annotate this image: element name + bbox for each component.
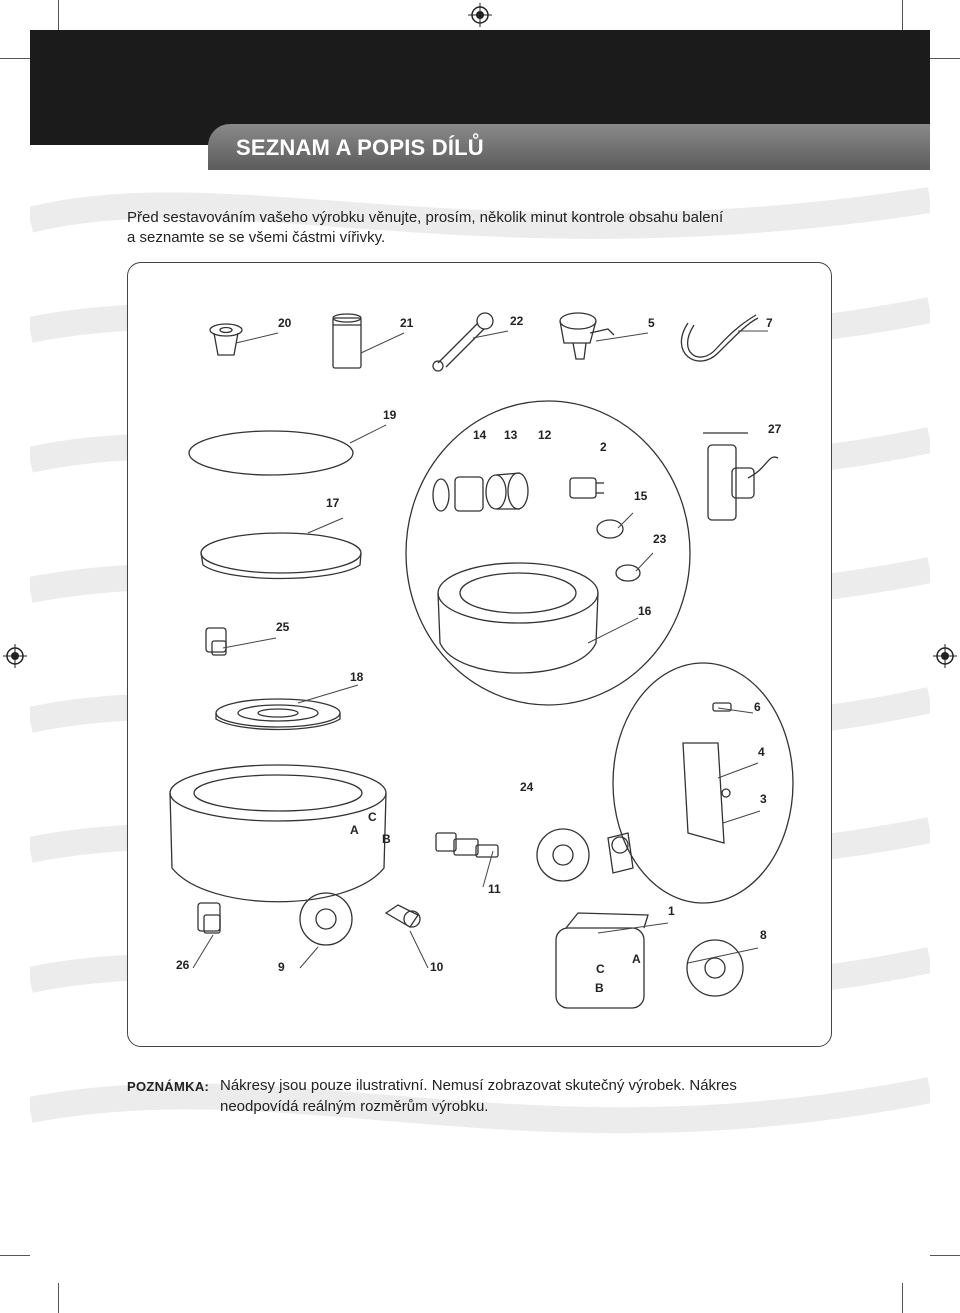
gasket-8-icon	[687, 940, 743, 996]
part-label-17: 17	[326, 496, 340, 510]
part-label-11: 11	[488, 882, 501, 896]
pump-detail-circle	[613, 663, 793, 903]
gasket-24-icon	[537, 829, 589, 881]
wrench-icon	[433, 313, 493, 371]
valve-icon	[386, 905, 420, 927]
part-label-5: 5	[648, 316, 655, 330]
drain-plug-icon	[210, 324, 242, 355]
part-label-14: 14	[473, 428, 487, 442]
part-label-12: 12	[538, 428, 552, 442]
plug-23-icon	[616, 565, 640, 581]
chemical-container-icon	[333, 314, 361, 368]
registration-mark-icon	[933, 644, 957, 668]
part-label-25: 25	[276, 620, 290, 634]
registration-mark-icon	[468, 3, 492, 27]
crop-mark	[930, 1255, 960, 1256]
parts-diagram	[127, 262, 832, 1047]
part-label-24: 24	[520, 780, 534, 794]
adapter-icon	[436, 833, 498, 857]
note-line-2: neodpovídá reálným rozměrům výrobku.	[220, 1098, 489, 1115]
crop-mark	[58, 1283, 59, 1313]
tub-cover-icon	[201, 533, 361, 579]
part-label-13: 13	[504, 428, 518, 442]
gasket-9-icon	[300, 893, 352, 945]
crop-mark	[58, 0, 59, 30]
part-label-23: 23	[653, 532, 667, 546]
crop-mark	[0, 58, 30, 59]
part-label-2: 2	[600, 440, 607, 454]
hand-pump-icon	[703, 433, 778, 520]
port-label-b-tub: B	[382, 832, 391, 846]
crop-mark	[0, 1255, 30, 1256]
part-label-1: 1	[668, 904, 675, 918]
port-label-b-pump: B	[595, 981, 604, 995]
part-label-9: 9	[278, 960, 285, 974]
filter-cartridge-icon	[433, 473, 528, 511]
registration-mark-icon	[3, 644, 27, 668]
page-title: SEZNAM A POPIS DÍLŮ	[236, 135, 484, 160]
parts-diagram-svg	[128, 263, 833, 1048]
intro-line-2: a seznamte se se všemi částmi vířivky.	[127, 229, 386, 246]
note-label: POZNÁMKA:	[127, 1079, 210, 1094]
hose-icon	[681, 315, 758, 361]
part-label-27: 27	[768, 422, 782, 436]
intro-line-1: Před sestavováním vašeho výrobku věnujte, prosím, několik minut kontrole obsahu balení	[127, 209, 724, 226]
buckle-icon	[206, 628, 226, 655]
strainer-connector-icon	[560, 313, 614, 359]
pump-handle-icon	[683, 703, 731, 843]
part-label-16: 16	[638, 604, 652, 618]
buckle-26-icon	[198, 903, 220, 933]
crop-mark	[902, 0, 903, 30]
part-label-3: 3	[760, 792, 767, 806]
crop-mark	[902, 1283, 903, 1313]
port-label-c-pump: C	[596, 962, 605, 976]
plug-15-icon	[597, 520, 623, 538]
part-label-4: 4	[758, 745, 765, 759]
port-label-a-pump: A	[632, 952, 641, 966]
intro-text	[127, 208, 807, 248]
part-label-26: 26	[176, 958, 190, 972]
part-label-19: 19	[383, 408, 397, 422]
port-label-a-tub: A	[350, 823, 359, 837]
crop-mark	[930, 58, 960, 59]
inner-tub-ring-icon	[438, 563, 598, 673]
ground-cloth-icon	[216, 699, 340, 730]
part-label-22: 22	[510, 314, 524, 328]
part-label-15: 15	[634, 489, 648, 503]
port-label-c-tub: C	[368, 810, 377, 824]
filter-detail-circle	[406, 401, 690, 705]
part-label-21: 21	[400, 316, 414, 330]
note-line-1: Nákresy jsou pouze ilustrativní. Nemusí zobrazovat skutečný výrobek. Nákres	[220, 1077, 737, 1094]
part-label-6: 6	[754, 700, 761, 714]
part-label-18: 18	[350, 670, 364, 684]
part-label-10: 10	[430, 960, 444, 974]
connector-icon	[570, 478, 604, 498]
part-label-20: 20	[278, 316, 292, 330]
floating-cover-icon	[189, 431, 353, 475]
part-label-8: 8	[760, 928, 767, 942]
part-label-7: 7	[766, 316, 773, 330]
